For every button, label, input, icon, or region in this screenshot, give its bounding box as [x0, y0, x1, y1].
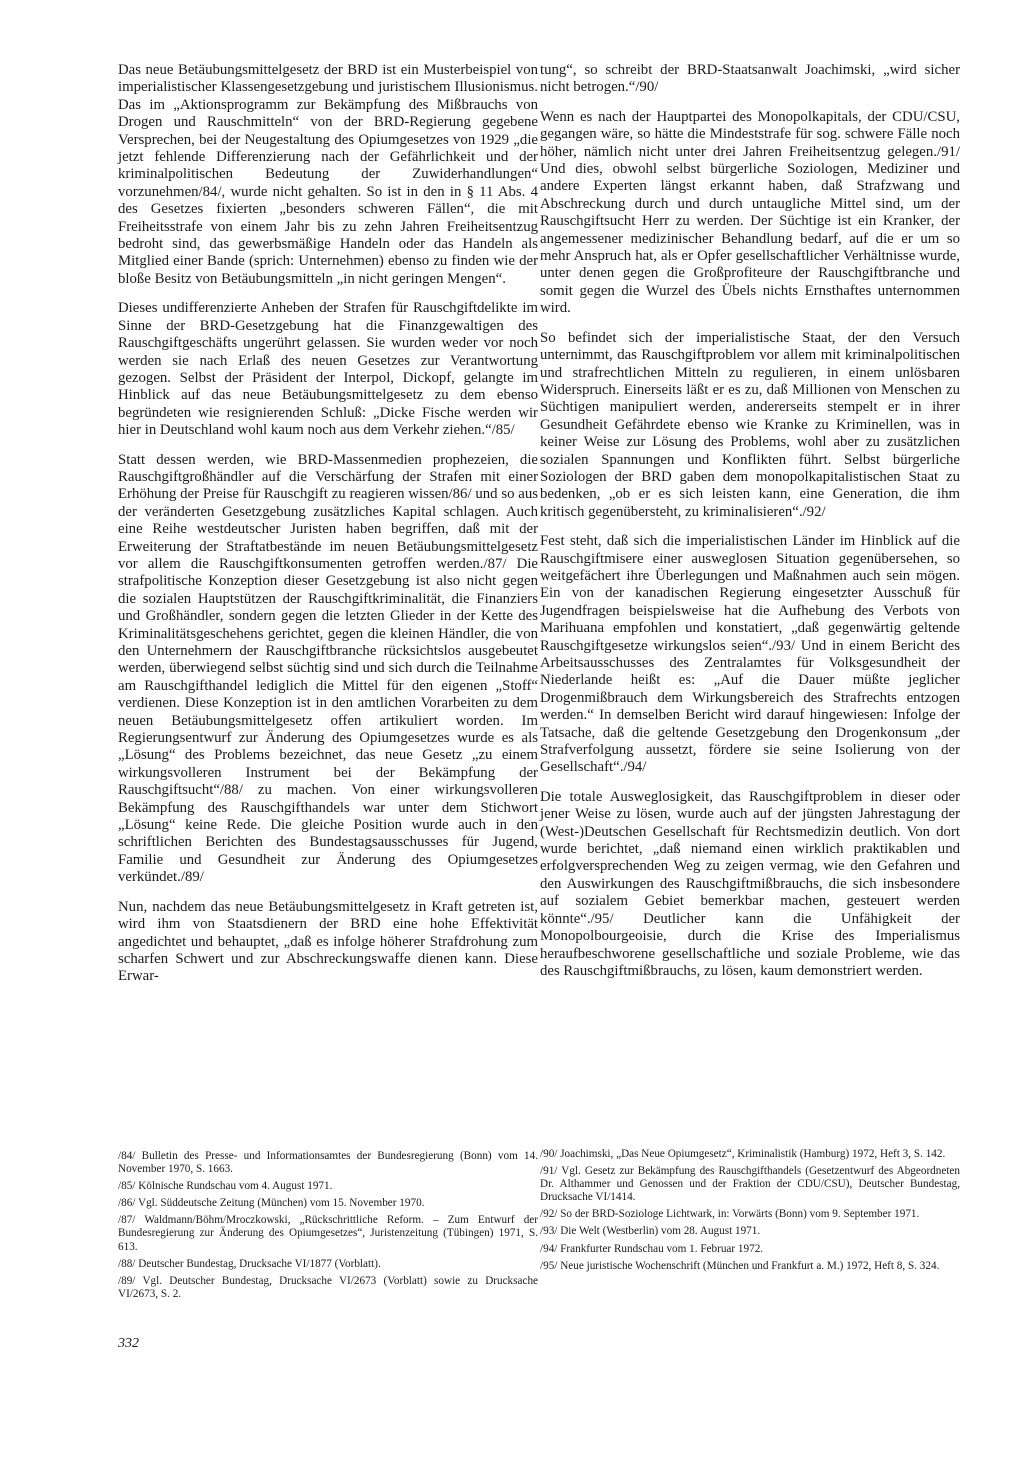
body-paragraph: So befindet sich der imperialistische Staat, der den Versuch unternimmt, das Rauschgiftproblem vor allem mit kriminalpolitischen und strafrechtlichen Mitteln zu regulieren, in einem unlösbaren Widerspruch. Einerseits läßt er es zu, daß Millionen von Menschen zu Süchtigen manipuliert werden, andererseits stempelt er in ihrer Gesundheit Gefährdete ebenso wie Kranke zu Kriminellen, was in keiner Weise zur Lösung des Problems, wohl aber zu zusätzlichen sozialen Spannungen und Konflikten führt. Selbst bürgerliche Soziologen der BRD gaben dem monopolkapitalistischen Staat zu bedenken, „ob er es sich leisten kann, eine Generation, die ihm kritisch gegenübersteht, zu kriminalisieren“./92/: [540, 329, 960, 520]
footnote: /92/ So der BRD-Soziologe Lichtwark, in: Vorwärts (Bonn) vom 9. September 1971.: [540, 1208, 920, 1221]
body-paragraph: tung“, so schreibt der BRD-Staatsanwalt Joachimski, „wird sicher nicht betrogen.“/90/: [540, 62, 960, 96]
right-footnotes: [540, 1148, 960, 1277]
footnote: /93/ Die Welt (Westberlin) vom 28. August 1971.: [540, 1225, 761, 1238]
body-paragraph: Die totale Ausweglosigkeit, das Rauschgiftproblem in dieser oder jener Weise zu lösen, wurde auch auf der jüngsten Jahrestagung der (West-)Deutschen Gesellschaft für Rechtsmedizin deutlich. Von dort wurde berichtet, „daß niemand einen wirklich praktikablen und erfolgversprechenden Weg zu zeigen vermag, wie den Gefahren und den Auswirkungen des Rauschgiftmißbrauchs, die sich insbesondere auf sozialem Gebiet bemerkbar machen, gesteuert werden könnte“./95/ Deutlicher kann die Unfähigkeit der Monopolbourgeoisie, durch die Krise des Imperialismus heraufbeschworene gesellschaftliche und soziale Probleme, wie das des Rauschgiftmißbrauchs, zu lösen, kaum demonstriert werden.: [540, 788, 960, 979]
footnote: /87/ Waldmann/Böhm/Mroczkowski, „Rückschrittliche Reform. – Zum Entwurf der Bundesregierung zur Änderung des Opiumgesetzes“, Juristenzeitung (Tübingen) 1971, S. 613.: [118, 1214, 538, 1253]
footnote: /95/ Neue juristische Wochenschrift (München und Frankfurt a. M.) 1972, Heft 8, S. 324.: [540, 1259, 940, 1272]
footnote: /90/ Joachimski, „Das Neue Opiumgesetz“, Kriminalistik (Hamburg) 1972, Heft 3, S. 142.: [540, 1148, 946, 1160]
footnote: /88/ Deutscher Bundestag, Drucksache VI/1877 (Vorblatt).: [118, 1257, 381, 1270]
footnote: /84/ Bulletin des Presse- und Informationsamtes der Bundesregierung (Bonn) vom 14. November 1970, S. 1663.: [118, 1150, 538, 1176]
body-paragraph: Das neue Betäubungsmittelgesetz der BRD ist ein Musterbeispiel von imperialistischer Klassengesetzgebung und juristischem Illusionismus. Das im „Aktionsprogramm zur Bekämpfung des Mißbrauchs von Drogen und Rauschmitteln“ von der BRD-Regierung gegebene Versprechen, bei der Neugestaltung des Opiumgesetzes von 1929 „die jetzt fehlende Differenzierung nach der Gefährlichkeit und der kriminalpolitischen Bedeutung der Zuwiderhandlungen“ vorzunehmen/84/, wurde nicht gehalten. So ist in den in § 11 Abs. 4 des Gesetzes fixierten „besonders schweren Fällen“, die mit Freiheitsstrafe von einem Jahr bis zu zehn Jahren Freiheitsentzug bedroht sind, das gewerbsmäßige Handeln oder das Handeln als Mitglied einer Bande (sprich: Unternehmen) ebenso zu finden wie der bloße Besitz von Betäubungsmitteln „in nicht geringen Mengen“.: [118, 62, 538, 287]
body-paragraph: Wenn es nach der Hauptpartei des Monopolkapitals, der CDU/CSU, gegangen wäre, so hätte die Mindeststrafe für sog. schwere Fälle noch höher, nämlich nicht unter drei Jahren Freiheitsentzug gelegen./91/ Und dies, obwohl selbst bürgerliche Soziologen, Mediziner und andere Experten längst erkannt haben, daß Strafzwang und Abschreckung durch und durch untaugliche Mittel sind, um der Rauschgiftsucht Herr zu werden. Der Süchtige ist ein Kranker, der angemessener medizinischer Behandlung bedarf, auf die er um so mehr Anspruch hat, als er Opfer gesellschaftlicher Verhältnisse wurde, unter denen gegen die Großprofiteure der Rauschgiftbranche und somit gegen die Wurzel des Übels nichts Ernsthaftes unternommen wird.: [540, 108, 960, 317]
footnote: /91/ Vgl. Gesetz zur Bekämpfung des Rauschgifthandels (Gesetzentwurf des Abgeordneten Dr. Althammer und Genossen und der Fraktion der CDU/CSU), Deutscher Bundestag, Drucksache VI/1414.: [540, 1165, 960, 1204]
page-number: 332: [118, 1336, 139, 1351]
body-paragraph: Statt dessen werden, wie BRD-Massenmedien prophezeien, die Rauschgiftgroßhändler auf die Verschärfung der Strafen mit einer Erhöhung der Preise für Rauschgift zu reagieren wissen/86/ und so aus der veränderten Gesetzgebung zusätzliches Kapital schlagen. Auch eine Reihe westdeutscher Juristen haben begriffen, daß mit der Erweiterung der Straftatbestände im neuen Betäubungsmittelgesetz vor allem die Rauschgiftkonsumenten getroffen werden./87/ Die strafpolitische Konzeption dieser Gesetzgebung ist also nicht gegen die sozialen Hauptstützen der Rauschgiftkriminalität, die Finanziers und Großhändler, sondern gegen die letzten Glieder in der Kette des Kriminalitätsgeschehens gerichtet, gegen die kleinen Händler, die von den Unternehmern der Rauschgiftbranche rücksichtslos ausgebeutet werden, überwiegend selbst süchtig sind und sich durch die Teilnahme am Rauschgifthandel lediglich die Mittel für den eigenen „Stoff“ verdienen. Diese Konzeption ist in den amtlichen Vorarbeiten zu dem neuen Betäubungsmittelgesetz offen artikuliert worden. Im Regierungsentwurf zur Änderung des Opiumgesetzes wurde es als „Lösung“ des Problems bezeichnet, das neue Gesetz „zu einem wirkungsvolleren Instrument bei der Bekämpfung der Rauschgiftsucht“/88/ zu machen. Von einer wirkungsvolleren Bekämpfung des Rauschgifthandels war unter dem Stichwort „Lösung“ keine Rede. Die gleiche Position wurde auch in den schriftlichen Berichten des Bundestagsausschusses für Jugend, Familie und Gesundheit zur Änderung des Opiumgesetzes verkündet./89/: [118, 451, 538, 886]
left-text-column: [118, 62, 538, 998]
footnote: /94/ Frankfurter Rundschau vom 1. Februar 1972.: [540, 1242, 764, 1255]
footnote: /89/ Vgl. Deutscher Bundestag, Drucksache VI/2673 (Vorblatt) sowie zu Drucksache VI/2673, S. 2.: [118, 1274, 538, 1300]
footnote: /85/ Kölnische Rundschau vom 4. August 1971.: [118, 1180, 333, 1193]
footnote: /86/ Vgl. Süddeutsche Zeitung (München) vom 15. November 1970.: [118, 1197, 425, 1210]
left-footnotes: [118, 1150, 538, 1305]
body-paragraph: Nun, nachdem das neue Betäubungsmittelgesetz in Kraft getreten ist, wird ihm von Staatsdienern der BRD eine hohe Effektivität angedichtet und behauptet, „daß es infolge höherer Strafdrohung zum scharfen Schwert und zur Abschreckungswaffe dienen kann. Diese Erwar-: [118, 898, 538, 985]
body-paragraph: Dieses undifferenzierte Anheben der Strafen für Rauschgiftdelikte im Sinne der BRD-Gesetzgebung hat die Finanzgewaltigen des Rauschgiftgeschäfts ungerührt gelassen. Sie wurden weder vor noch werden sie nach Erlaß des neuen Gesetzes zur Verantwortung gezogen. Selbst der Präsident der Interpol, Dickopf, gelangte im Hinblick auf das neue Betäubungsmittelgesetz zu dem ebenso begründeten wie resignierenden Schluß: „Dicke Fische werden wir hier in Deutschland wohl kaum noch aus dem Verkehr ziehen.“/85/: [118, 300, 538, 439]
body-paragraph: Fest steht, daß sich die imperialistischen Länder im Hinblick auf die Rauschgiftmisere einer ausweglosen Situation gegenübersehen, so weitgefächert ihre Überlegungen und Maßnahmen auch sein mögen. Ein von der kanadischen Regierung eingesetzter Ausschuß für Jugendfragen beispielsweise hat die Aufhebung des Verbots von Marihuana empfohlen und konstatiert, „daß gegenwärtig geltende Rauschgiftgesetze wirkungslos seien“./93/ Und in einem Bericht des Arbeitsausschusses des Zentralamtes für Volksgesundheit der Niederlande heißt es: „Auf die Dauer müßte jeglicher Drogenmißbrauch dem Wirkungsbereich des Strafrechts entzogen werden.“ In demselben Bericht wird darauf hingewiesen: Infolge der Tatsache, daß die geltende Gesetzgebung den Drogenkonsum „der Strafverfolgung aussetzt, fördere sie seine Isolierung von der Gesellschaft“./94/: [540, 533, 960, 776]
right-text-column: [540, 62, 960, 992]
